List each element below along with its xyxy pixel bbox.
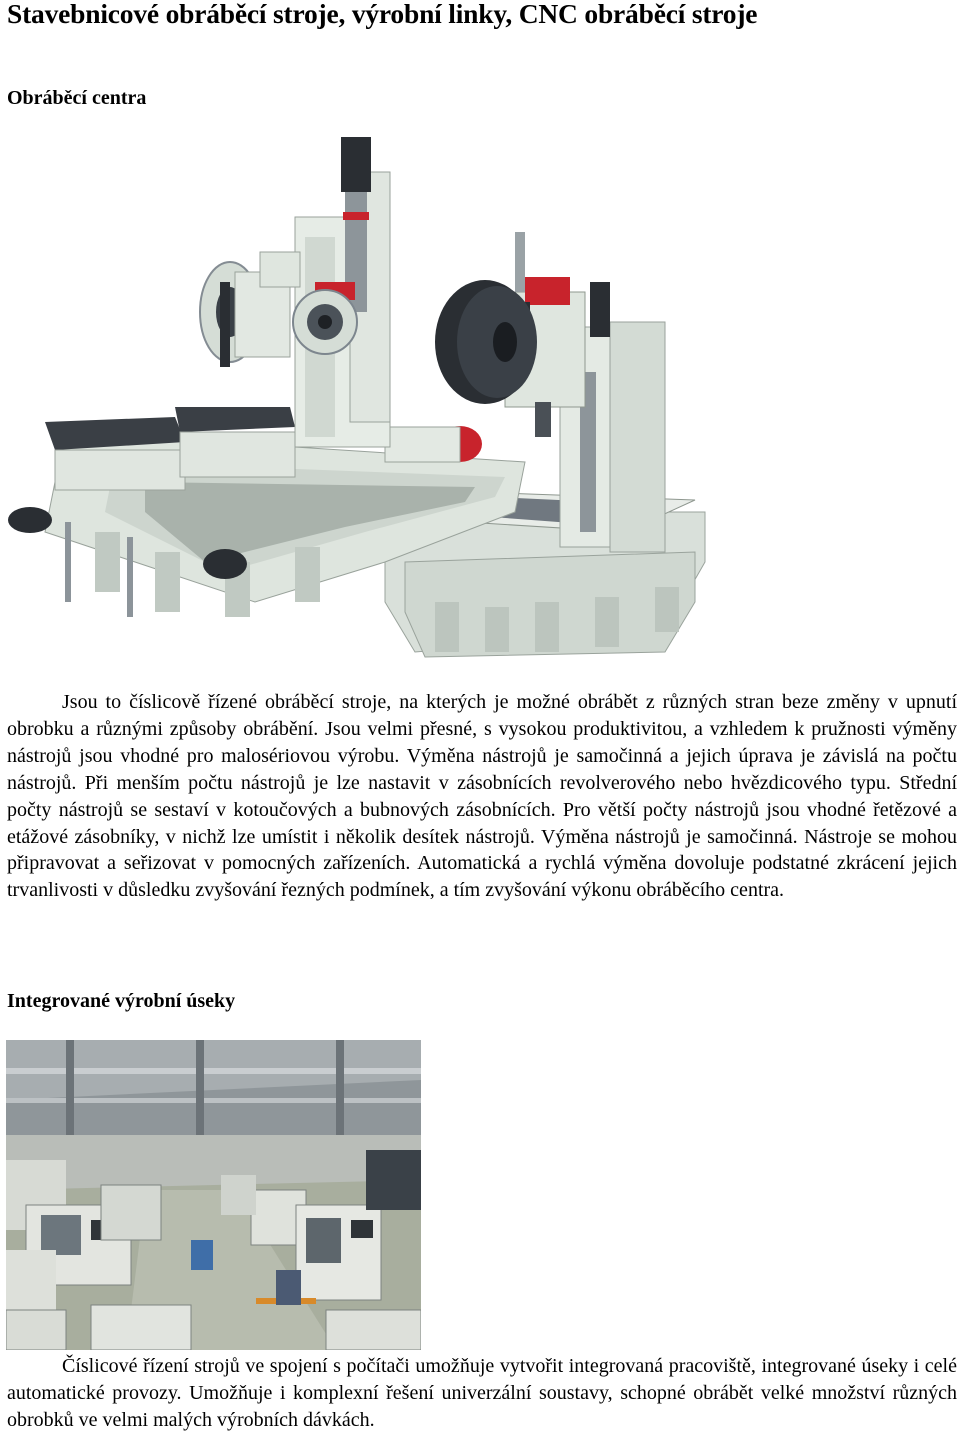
page-title: Stavebnicové obráběcí stroje, výrobní linky, CNC obráběcí stroje bbox=[7, 0, 758, 29]
machining-center-photo bbox=[5, 132, 715, 672]
section-heading-useky: Integrované výrobní úseky bbox=[7, 990, 236, 1012]
section-paragraph-centra: Jsou to číslicově řízené obráběcí stroje, na kterých je možné obrábět z různých stran beze změny v upnutí obrobku a různými způsoby obrábění. Jsou velmi přesné, s vysokou produktivitou, a vzhledem k pružnosti výměny nástrojů jsou vhodné pro malosériovou výrobu. Výměna nástrojů je samočinná a jejich úprava je závislá na počtu nástrojů. Při menším počtu nástrojů je lze nastavit v zásobnících revolverového nebo hvězdicového typu. Střední počty nástrojů se sestaví v kotoučových a bubnových zásobnících. Pro větší počty nástrojů jsou vhodné řetězové a etážové zásobníky, v nichž lze umístit i několik desítek nástrojů. Výměna nástrojů je samočinná. Nástroje se mohou připravovat a seřizovat v pomocných zařízeních. Automatická a rychlá výměna dovoluje podstatné zkrácení jejich trvanlivosti v důsledku zvyšování řezných podmínek, a tím zvyšování výkonu obráběcího centra. bbox=[7, 691, 957, 902]
section-paragraph-useky: Číslicové řízení strojů ve spojení s počítači umožňuje vytvořit integrovaná pracoviště, integrované úseky i celé automatické provozy. Umožňuje i komplexní řešení univerzální soustavy, schopné obrábět velké množství různých obrobků ve velmi malých výrobních dávkách. bbox=[7, 1355, 957, 1431]
section-heading-centra: Obráběcí centra bbox=[7, 87, 147, 109]
factory-hall-photo bbox=[6, 1040, 421, 1350]
